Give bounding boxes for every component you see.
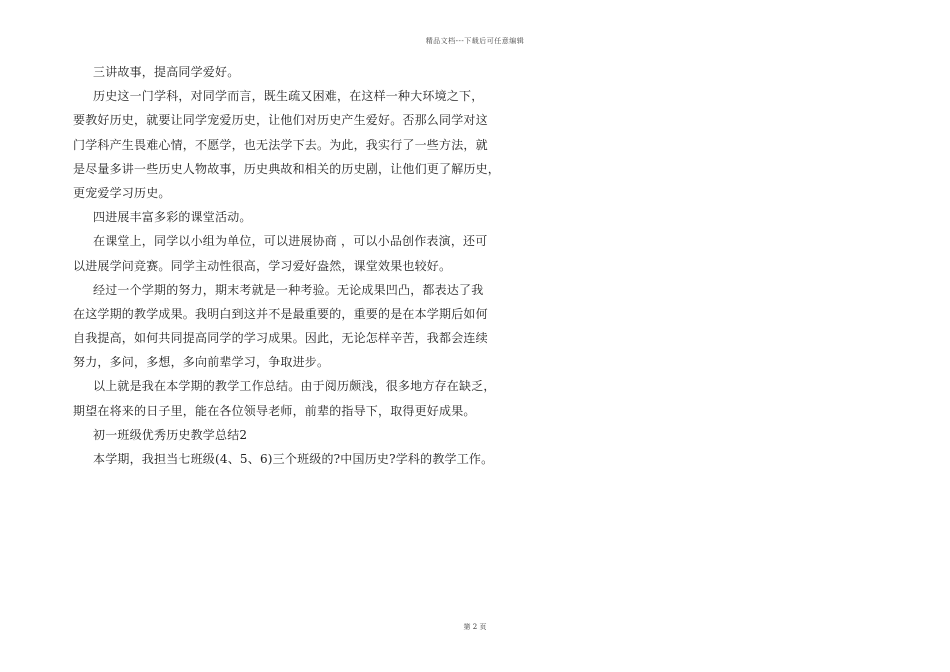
text-line: 在这学期的教学成果。我明白到这并不是最重要的，重要的是在本学期后如何 bbox=[73, 306, 488, 321]
text-line: 要教好历史，就要让同学宠爱历史，让他们对历史产生爱好。否那么同学对这 bbox=[73, 113, 488, 128]
text-line: 以上就是我在本学期的教学工作总结。由于阅历颇浅，很多地方存在缺乏， bbox=[93, 379, 496, 394]
text-line: 三讲故事，提高同学爱好。 bbox=[93, 65, 240, 79]
text-line: 门学科产生畏难心情，不愿学，也无法学下去。为此，我实行了一些方法，就 bbox=[73, 137, 488, 152]
text-line: 期望在将来的日子里，能在各位领导老师，前辈的指导下，取得更好成果。 bbox=[73, 403, 476, 418]
text-line: 自我提高，如何共同提高同学的学习成果。因此，无论怎样辛苦，我都会连续 bbox=[73, 331, 488, 346]
text-line: 历史这一门学科，对同学而言，既生疏又困难，在这样一种大环境之下， bbox=[93, 89, 484, 104]
document-body bbox=[73, 60, 501, 471]
page-header: 精品文档---下载后可任意编辑 bbox=[425, 37, 525, 45]
text-line: 更宠爱学习历史。 bbox=[73, 185, 171, 200]
text-line: 经过一个学期的努力，期末考就是一种考验。无论成果凹凸，都表达了我 bbox=[93, 282, 484, 297]
text-line: 以进展学问竞赛。同学主动性很高，学习爱好盎然，课堂效果也较好。 bbox=[73, 258, 452, 273]
text-line: 努力，多问，多想，多向前辈学习，争取进步。 bbox=[73, 355, 330, 370]
page-number: 第 2 页 bbox=[463, 623, 487, 631]
text-line: 是尽量多讲一些历史人物故事，历史典故和相关的历史剧，让他们更了解历史， bbox=[73, 161, 501, 176]
text-line: 本学期，我担当七班级(4、5、6)三个班级的?中国历史?学科的教学工作。 bbox=[93, 452, 494, 466]
text-line: 四进展丰富多彩的课堂活动。 bbox=[93, 210, 252, 225]
text-line: 初一班级优秀历史教学总结2 bbox=[93, 427, 248, 442]
text-line: 在课堂上，同学以小组为单位，可以进展协商 ，可以小品创作表演，还可 bbox=[93, 234, 488, 249]
